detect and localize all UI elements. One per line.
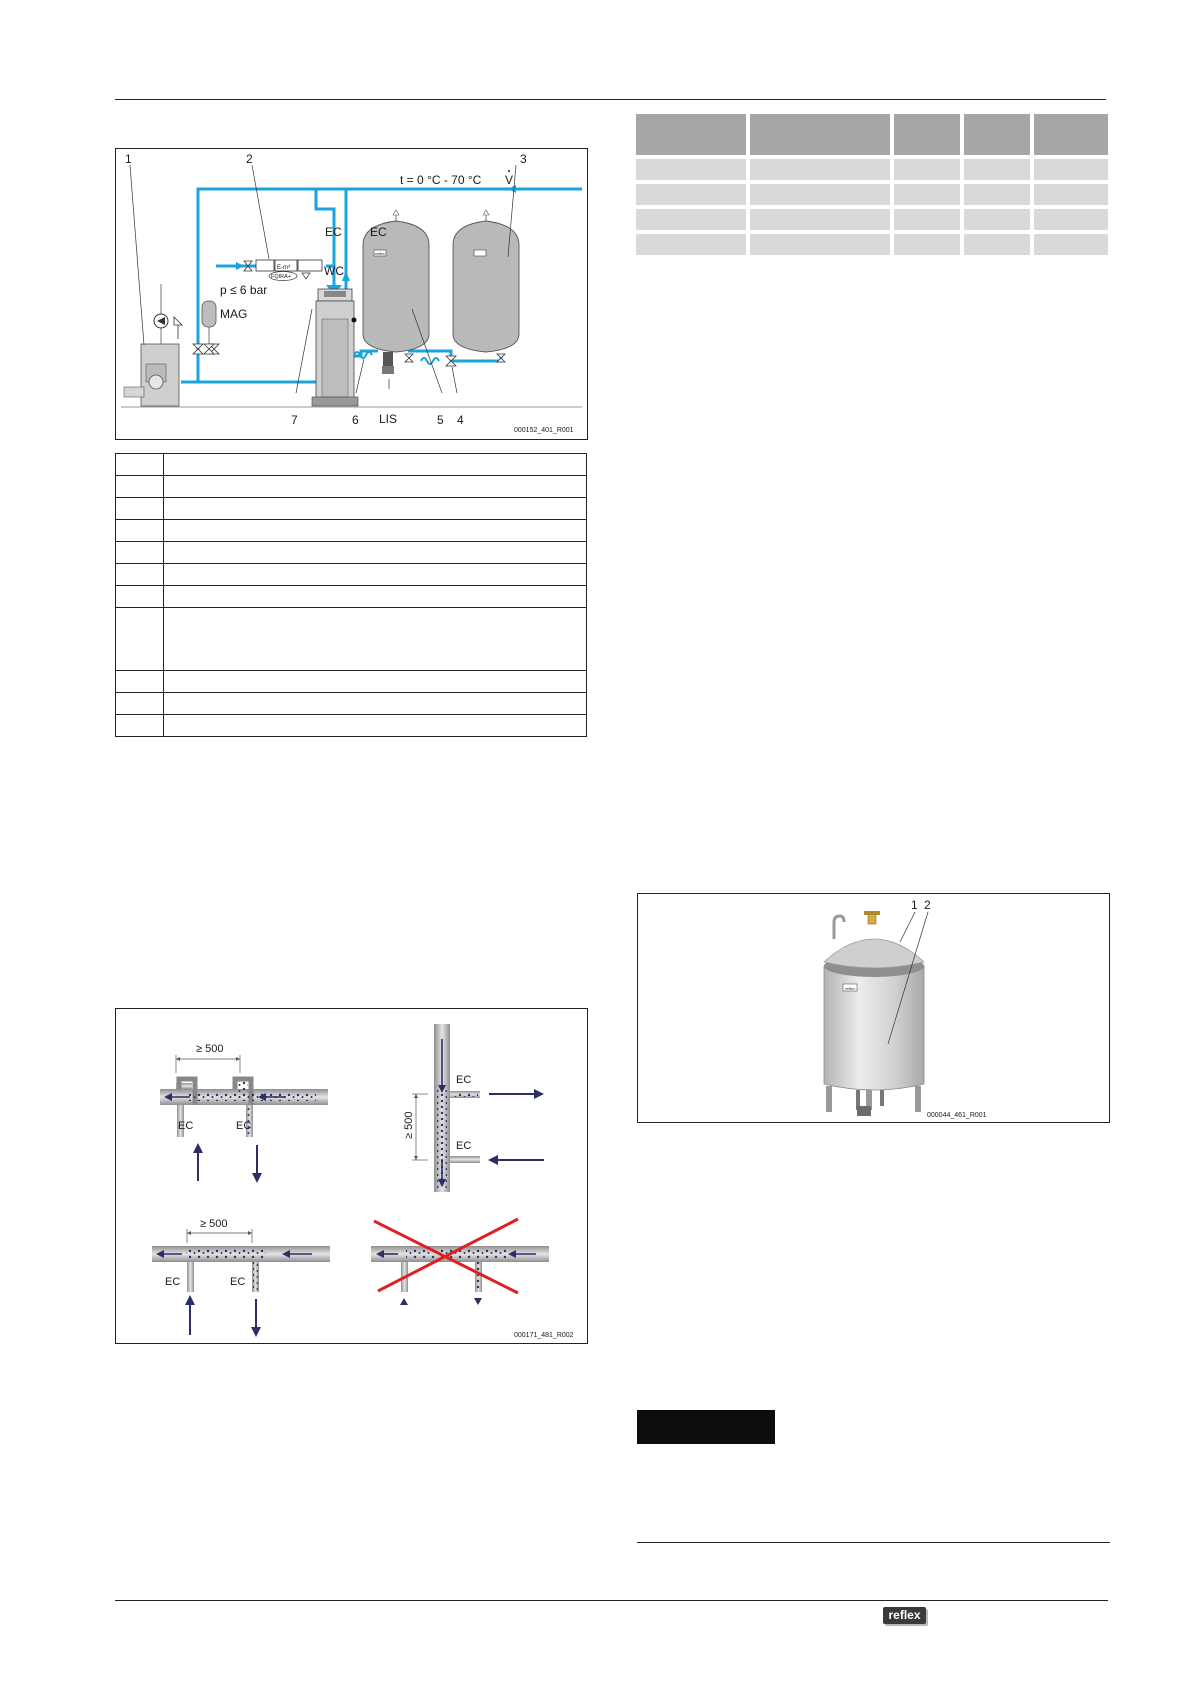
figure3-code: 000044_461_R001 [927, 1112, 987, 1119]
emt-label: E-m³ [277, 265, 290, 271]
table-row [116, 520, 587, 542]
data-table [632, 110, 1112, 259]
table-row [116, 693, 587, 715]
header-rule [115, 99, 1106, 100]
temperature-range-label: t = 0 °C - 70 °C [400, 173, 482, 187]
pressure-label: p ≤ 6 bar [220, 283, 268, 297]
ec-label-b1: EC [456, 1074, 472, 1086]
distance-label-vertical: ≥ 500 [403, 1111, 415, 1139]
table-row [116, 564, 587, 586]
diagram-label-1: 1 [125, 152, 132, 166]
panel-bottom-right-incorrect [371, 1219, 549, 1305]
lis-label: LIS [379, 412, 398, 426]
table-row [116, 715, 587, 737]
table-row [636, 234, 1108, 255]
ec-label-c1: EC [165, 1276, 181, 1288]
panel-top-right [412, 1024, 544, 1192]
fqira-label: FQIRA+ [271, 274, 292, 280]
ec-label-a1: EC [178, 1120, 194, 1132]
table-row [636, 209, 1108, 230]
section-rule [637, 1542, 1110, 1543]
table-row [116, 476, 587, 498]
pipe-connection-diagram [116, 1009, 587, 1343]
table-row [116, 498, 587, 520]
ec-label-c2: EC [230, 1276, 246, 1288]
distance-label-top: ≥ 500 [196, 1043, 224, 1055]
diagram-label-4: 4 [457, 413, 464, 427]
diagram-label-7: 7 [291, 413, 298, 427]
wc-label: WC [324, 264, 344, 278]
flow-rate-label: V [505, 173, 514, 187]
diagram-label-6: 6 [352, 413, 359, 427]
figure2-code: 000171_481_R002 [514, 1332, 574, 1339]
vessel-badge: reflex [845, 986, 855, 991]
footer-rule [115, 1600, 1108, 1601]
tank5-badge: reflex [375, 251, 385, 256]
panel-top-left [160, 1055, 328, 1183]
diagram-label-2: 2 [246, 152, 253, 166]
table-header-row [636, 114, 1108, 155]
system-diagram-figure [115, 148, 588, 440]
table-row [116, 671, 587, 693]
storage-tank-3-icon [453, 210, 519, 352]
vessel-label-2: 2 [924, 898, 931, 912]
table-row [636, 184, 1108, 205]
control-unit-icon [312, 289, 358, 406]
warning-label-box [637, 1410, 775, 1444]
table-row [636, 159, 1108, 180]
ec-label-left: EC [325, 225, 342, 239]
ec-label-right: EC [370, 225, 387, 239]
system-diagram [116, 149, 587, 439]
leader-line-1 [900, 912, 915, 942]
vessel-figure [637, 893, 1110, 1123]
boiler-icon [124, 284, 182, 406]
table-row [116, 586, 587, 608]
diagram-label-5: 5 [437, 413, 444, 427]
ec-label-b2: EC [456, 1140, 472, 1152]
flow-dot-icon [508, 170, 510, 172]
diagram-label-3: 3 [520, 152, 527, 166]
table-row [116, 542, 587, 564]
table-row [116, 454, 587, 476]
mag-label: MAG [220, 307, 248, 321]
ec-label-a2: EC [236, 1120, 252, 1132]
table-row [116, 608, 587, 671]
pipe-connection-figure [115, 1008, 588, 1344]
vessel-label-1: 1 [911, 898, 918, 912]
vessel-drawing [638, 894, 1109, 1122]
distance-label-bottom: ≥ 500 [200, 1218, 228, 1230]
vessel-icon [824, 911, 924, 1116]
figure1-code: 000152_401_R001 [514, 427, 574, 434]
legend-table [115, 453, 587, 737]
brand-logo: reflex [883, 1607, 926, 1624]
